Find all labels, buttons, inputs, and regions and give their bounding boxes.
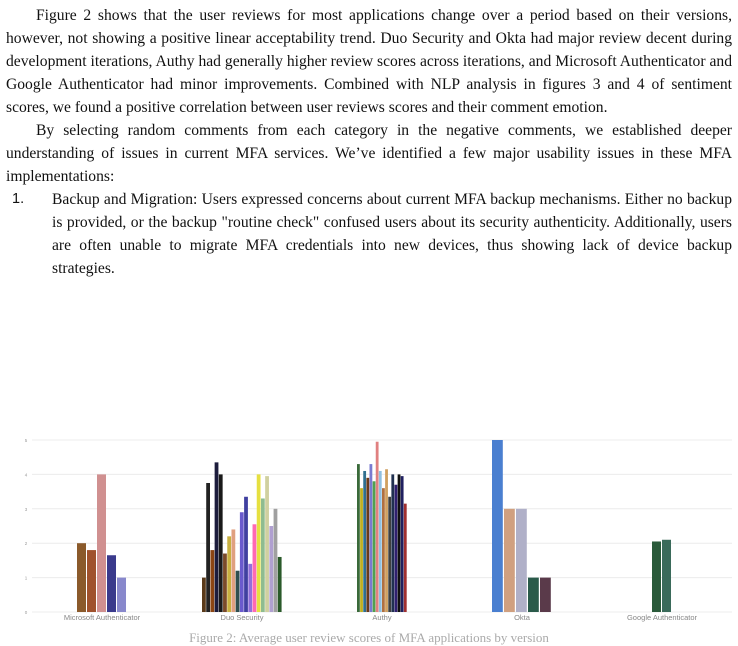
- bar: [504, 509, 515, 612]
- y-tick-label: 3: [24, 506, 28, 512]
- bar: [401, 476, 404, 612]
- bar: [652, 541, 661, 612]
- bar: [370, 464, 373, 612]
- bar: [227, 536, 231, 612]
- bar: [248, 564, 252, 612]
- bar: [117, 578, 126, 612]
- bar: [269, 526, 273, 612]
- y-tick-label: 0: [24, 610, 28, 615]
- y-tick-label: 4: [24, 472, 28, 478]
- bar: [516, 509, 527, 612]
- paragraph-findings: Figure 2 shows that the user reviews for most applications change over a period based on their versions, however, not showing a positive linear acceptability trend. Duo Security and Okta had major review decent during development iterations, Authy had generally higher review scores across iterations, and Microsoft Authenticator and Google Authenticator had minor improvements. Combined with NLP analysis in figures 3 and 4 of sentiment scores, we found a positive correlation between user reviews scores and their comment emotion.: [6, 7, 732, 116]
- paragraph-issues-intro: By selecting random comments from each category in the negative comments, we established deeper understanding of issues in current MFA services. We’ve identified a few major usability issues in these MFA implementations:: [6, 122, 732, 185]
- bar: [363, 471, 366, 612]
- x-tick-label: Microsoft Authenticator: [63, 613, 141, 622]
- bar: [373, 481, 376, 612]
- bar: [97, 474, 106, 612]
- y-tick-label: 2: [24, 541, 28, 547]
- list-item-backup-migration: [6, 188, 732, 280]
- bar: [107, 555, 116, 612]
- bar: [382, 488, 385, 612]
- bar: [265, 476, 269, 612]
- bar: [278, 557, 282, 612]
- body-text: [6, 4, 732, 280]
- bar: [261, 498, 265, 612]
- bar: [240, 512, 244, 612]
- bar: [385, 469, 388, 612]
- bar: [253, 524, 257, 612]
- bar: [206, 483, 210, 612]
- bar-chart: [18, 436, 732, 626]
- bar: [215, 462, 219, 612]
- bar: [388, 497, 391, 612]
- x-tick-label: Okta: [514, 613, 530, 622]
- bar: [404, 504, 407, 612]
- bar: [528, 578, 539, 612]
- bar: [395, 485, 398, 612]
- y-tick-label: 5: [24, 438, 28, 443]
- bar: [366, 478, 369, 612]
- bar: [87, 550, 96, 612]
- bar: [662, 540, 671, 612]
- bar: [357, 464, 360, 612]
- list-item-text: Backup and Migration: Users expressed concerns about current MFA backup mechanisms. Either no backup is provided, or the backup "routine check" confused users about its security authenticity. Additionally, users are often unable to migrate MFA credentials into new devices, thus showing lack of device backup strategies.: [52, 191, 732, 277]
- bar: [274, 509, 278, 612]
- x-tick-label: Duo Security: [220, 613, 264, 622]
- bar: [219, 474, 223, 612]
- bar: [257, 474, 261, 612]
- bar: [492, 440, 503, 612]
- bar: [210, 550, 214, 612]
- list-item-number: 1.: [12, 191, 25, 207]
- bar: [379, 471, 382, 612]
- bar: [236, 571, 240, 612]
- bar: [376, 442, 379, 612]
- bar: [223, 554, 227, 612]
- bar: [540, 578, 551, 612]
- bar: [391, 474, 394, 612]
- bar: [202, 578, 206, 612]
- bar: [77, 543, 86, 612]
- x-tick-label: Google Authenticator: [626, 613, 698, 622]
- x-tick-label: Authy: [372, 613, 392, 622]
- bar: [398, 474, 401, 612]
- bar: [244, 497, 248, 612]
- figure-2-chart: [18, 436, 732, 626]
- y-tick-label: 1: [24, 575, 28, 581]
- bar: [231, 529, 235, 612]
- bar: [360, 488, 363, 612]
- figure-caption: Figure 2: Average user review scores of MFA applications by version: [189, 630, 549, 645]
